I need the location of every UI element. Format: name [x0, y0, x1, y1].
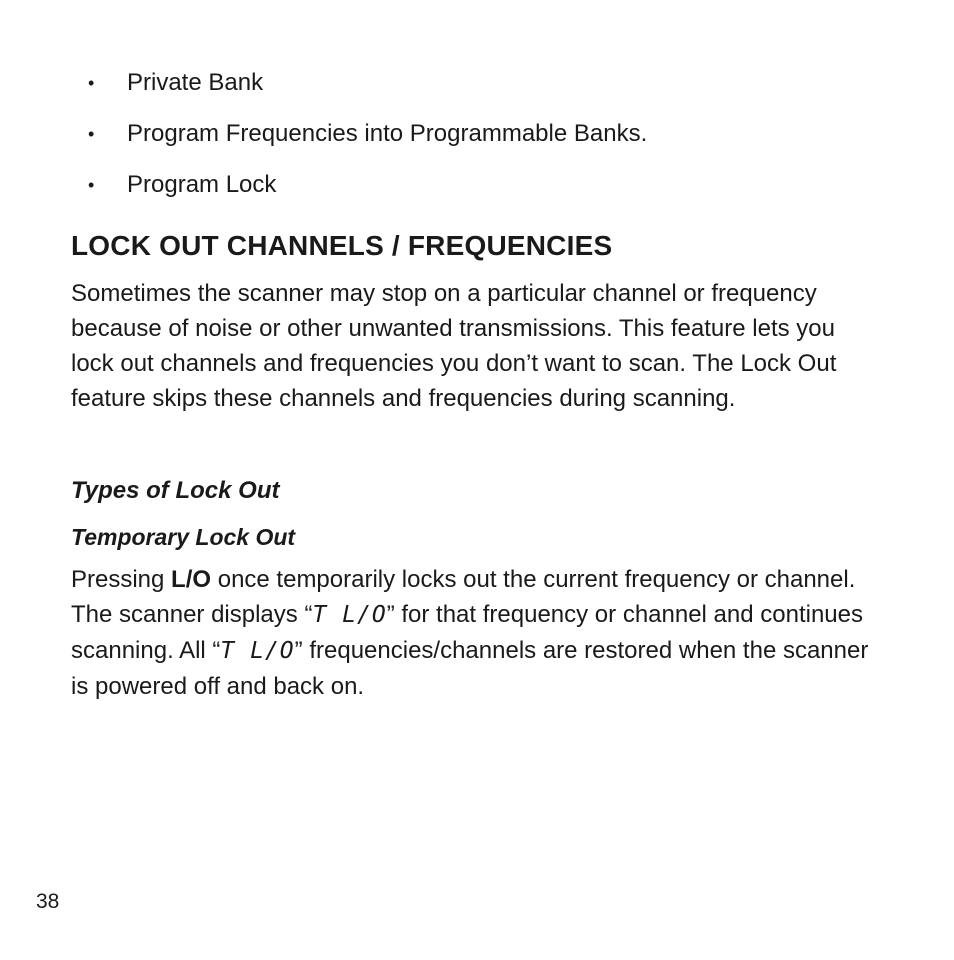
lcd-display-text: T L/O [312, 602, 387, 628]
text-run: ” for that frequency or channel and continues scanning. All “ [71, 601, 863, 664]
page-number: 38 [36, 890, 60, 913]
temporary-lockout-paragraph [71, 562, 871, 704]
paragraph-line: Sometimes the scanner may stop on a particular channel or [71, 280, 712, 307]
section-heading: LOCK OUT CHANNELS / FREQUENCIES [71, 230, 613, 261]
bullet-text: Program Frequencies into Programmable Banks. [127, 120, 648, 147]
bullet-marker: • [88, 175, 95, 195]
text-run: once temporarily locks out the current frequency or channel. The scanner displays “ [71, 566, 856, 628]
lo-key-label: L/O [171, 566, 212, 593]
paragraph-line: feature lets you lock out channels and frequencies you don’t want [71, 315, 835, 377]
bullet-text: Private Bank [127, 69, 264, 96]
text-run: ” frequencies/channels are restored when the scanner is powered off and back on. [71, 637, 869, 700]
bullet-text: Program Lock [127, 171, 277, 198]
bullet-marker: • [88, 124, 95, 144]
paragraph-line: to scan. The Lock Out feature skips these channels and frequencies [71, 350, 837, 412]
paragraph-line: frequency because of noise or other unwanted transmissions. This [71, 280, 817, 342]
lcd-display-text: T L/O [220, 638, 295, 664]
paragraph-line: during scanning. [559, 385, 736, 412]
section-paragraph [71, 276, 871, 416]
text-run: Pressing [71, 566, 172, 593]
temporary-lockout-heading: Temporary Lock Out [71, 524, 296, 550]
types-heading: Types of Lock Out [71, 477, 280, 504]
bullet-marker: • [88, 73, 95, 93]
